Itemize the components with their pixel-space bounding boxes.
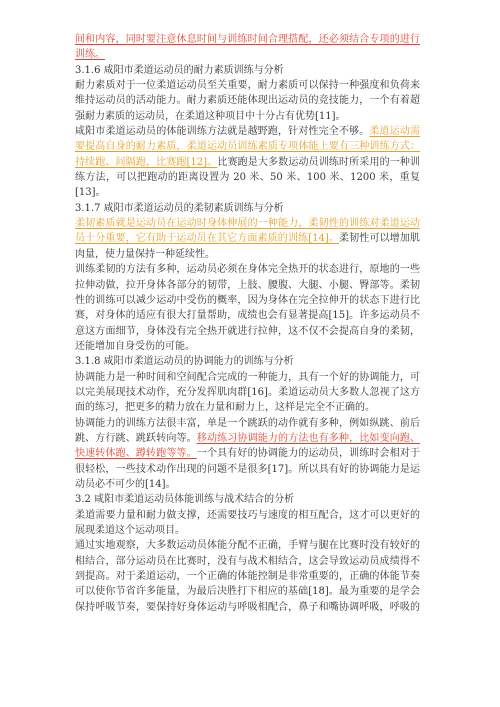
text-line xyxy=(75,93,420,108)
text-line xyxy=(75,262,420,277)
text-line xyxy=(75,47,420,62)
text-line xyxy=(75,370,420,385)
text-line xyxy=(75,400,420,415)
text-line xyxy=(75,446,420,461)
line-text: 很轻松，一些技术动作出现的问题不是很多[17]。所以具有好的协调能力是运 xyxy=(75,463,420,475)
line-text: 拉伸动做，拉开身体各部分的韧带，上肢、腰腹、大腿、小腿、臀部等。柔韧 xyxy=(75,279,420,291)
line-text: 协调能力是一种时间和空间配合完成的一种能力，具有一个好的协调能力，可 xyxy=(75,371,420,383)
line-text: 动员必不可少的[14]。 xyxy=(75,478,176,490)
text-line xyxy=(75,584,420,599)
heading-text: 3.2 咸阳市柔道运动员体能训练与战术结合的分析 xyxy=(75,494,295,506)
text-line xyxy=(75,462,420,477)
text-line xyxy=(75,124,420,139)
text-line xyxy=(75,170,420,185)
text-line xyxy=(75,339,420,354)
red-underlined-text: 移动练习协调能力的方法也有多种，比如变向跑、 xyxy=(196,432,420,444)
orange-underlined-text: 要提高自身的耐力素质，柔道运动员训练素质专项体能上要有三种训练方式： xyxy=(75,141,420,153)
text-line xyxy=(75,293,420,308)
text-line xyxy=(75,385,420,400)
line-text: 耐力素质对于一位柔道运动员至关重要，耐力素质可以保持一种强度和负荷来 xyxy=(75,80,420,92)
line-text: 肉量，使力量保持一种延续性。 xyxy=(75,248,215,260)
line-text: 赛，对身体的适应有很大打量帮助，成绩也会有显著提高[15]。许多运动员不 xyxy=(75,310,420,322)
red-underlined-text: 间和内容，同时要注意休息时间与训练时间合理搭配，还必须结合专项的进行 xyxy=(75,34,420,45)
text-line xyxy=(75,477,420,492)
text-line xyxy=(75,78,420,93)
heading-text: 3.1.6 咸阳市柔道运动员的耐力素质训练与分析 xyxy=(75,64,284,76)
line-text: 可以使你节省许多能量，为最后决胜打下相应的基础[18]。最为重要的是学会 xyxy=(75,586,420,598)
text-line xyxy=(75,185,420,200)
line-text: 性的训练可以减少运动中受伤的概率，因为身体在完全拉伸开的状态下进行比 xyxy=(75,294,420,306)
line-text: 维持运动员的活动能力。耐力素质还能体现出运动员的竞技能力，一个有着超 xyxy=(75,95,420,107)
orange-underlined-text: 持续跑、间隔跑，比赛跑[12]。 xyxy=(75,156,218,168)
line-text: 比赛跑是大多数运动员训练时所采用的一种训 xyxy=(217,156,420,168)
text-line xyxy=(75,32,420,47)
line-text: 意这方面细节，身体没有完全热开就进行拉伸，这不仅不会提高自身的柔韧， xyxy=(75,325,420,337)
line-text: 面的练习，把更多的精力放在力量和耐力上，这样是完全不正确的。 xyxy=(75,402,375,414)
section-heading-3-1-8 xyxy=(75,354,420,369)
text-line xyxy=(75,523,420,538)
red-underlined-text: 快速转体跑、蹲转跑等等。 xyxy=(75,448,197,460)
heading-text: 3.1.7 咸阳市柔道运动员的柔韧素质训练与分析 xyxy=(75,202,284,214)
line-text: 柔韧性可以增加肌 xyxy=(339,233,420,245)
line-text: 柔道需要力量和耐力做支撑，还需要技巧与速度的相互配合，这才可以更好的 xyxy=(75,509,420,521)
line-text: 保持呼吸节奏，要保持好身体运动与呼吸相配合，鼻子和嘴协调呼吸，呼吸的 xyxy=(75,601,420,613)
section-heading-3-2 xyxy=(75,492,420,507)
text-line xyxy=(75,308,420,323)
line-text: 还能增加自身受伤的可能。 xyxy=(75,340,195,352)
line-text: 展现柔道这个运动项目。 xyxy=(75,525,185,536)
orange-underlined-text: 员十分重要，它有助于运动员在其它方面素质的训练[14]。 xyxy=(75,233,340,245)
text-line xyxy=(75,431,420,446)
line-text: [13]。 xyxy=(75,187,106,199)
line-text: 咸阳市柔道运动员的体能训练方法就是越野跑，针对性完全不够。 xyxy=(75,126,370,138)
line-text: 跳、方行跳、跳跃转向等。 xyxy=(75,432,197,444)
text-line xyxy=(75,109,420,124)
line-text: 一个具有好的协调能力的运动员，训练时会相对于 xyxy=(196,448,420,460)
line-text: 协调能力的训练方法很丰富，单是一个跳跃的动作就有多种，例如纵跳、前后 xyxy=(75,417,420,429)
document-page xyxy=(75,32,420,615)
text-line xyxy=(75,231,420,246)
orange-underlined-text: 柔韧素质就是运动员在运动时身体伸展的一种能力，柔韧性的训练对柔道运动 xyxy=(75,218,420,230)
text-line xyxy=(75,324,420,339)
text-line xyxy=(75,508,420,523)
text-line xyxy=(75,155,420,170)
text-line xyxy=(75,600,420,615)
text-line xyxy=(75,247,420,262)
text-line xyxy=(75,216,420,231)
line-text: 练方法，可以把跑动的距离设置为 20 米、50 米、100 米、1200 米，重复 xyxy=(75,172,420,184)
section-heading-3-1-7 xyxy=(75,201,420,216)
line-text: 相结合，部分运动员在比赛时，没有与战术相结合，这会导致运动员成绩得不 xyxy=(75,555,420,567)
line-text: 训练柔韧的方法有多种，运动员必须在身体完全热开的状态进行，原地的一些 xyxy=(75,264,420,276)
line-text: 强耐力素质的运动员，在柔道这种项目中十分占有优势[11]。 xyxy=(75,110,346,122)
text-line xyxy=(75,278,420,293)
orange-underlined-text: 柔道运动需 xyxy=(369,126,420,138)
heading-text: 3.1.8 咸阳市柔道运动员的协调能力的训练与分析 xyxy=(75,356,294,368)
section-heading-3-1-6 xyxy=(75,63,420,78)
line-text: 通过实地观察，大多数运动员体能分配不正确，手臂与腿在比赛时没有较好的 xyxy=(75,540,420,552)
text-line xyxy=(75,569,420,584)
text-line xyxy=(75,416,420,431)
text-line xyxy=(75,538,420,553)
text-line xyxy=(75,554,420,569)
line-text: 到提高。对于柔道运动，一个正确的体能控制是非常重要的，正确的体能节奏 xyxy=(75,571,420,583)
text-line xyxy=(75,139,420,154)
line-text: 以完美展现技术动作，充分发挥肌肉群[16]。柔道运动员大多数人忽视了这方 xyxy=(75,386,420,398)
red-underlined-text: 训练。 xyxy=(75,49,105,61)
